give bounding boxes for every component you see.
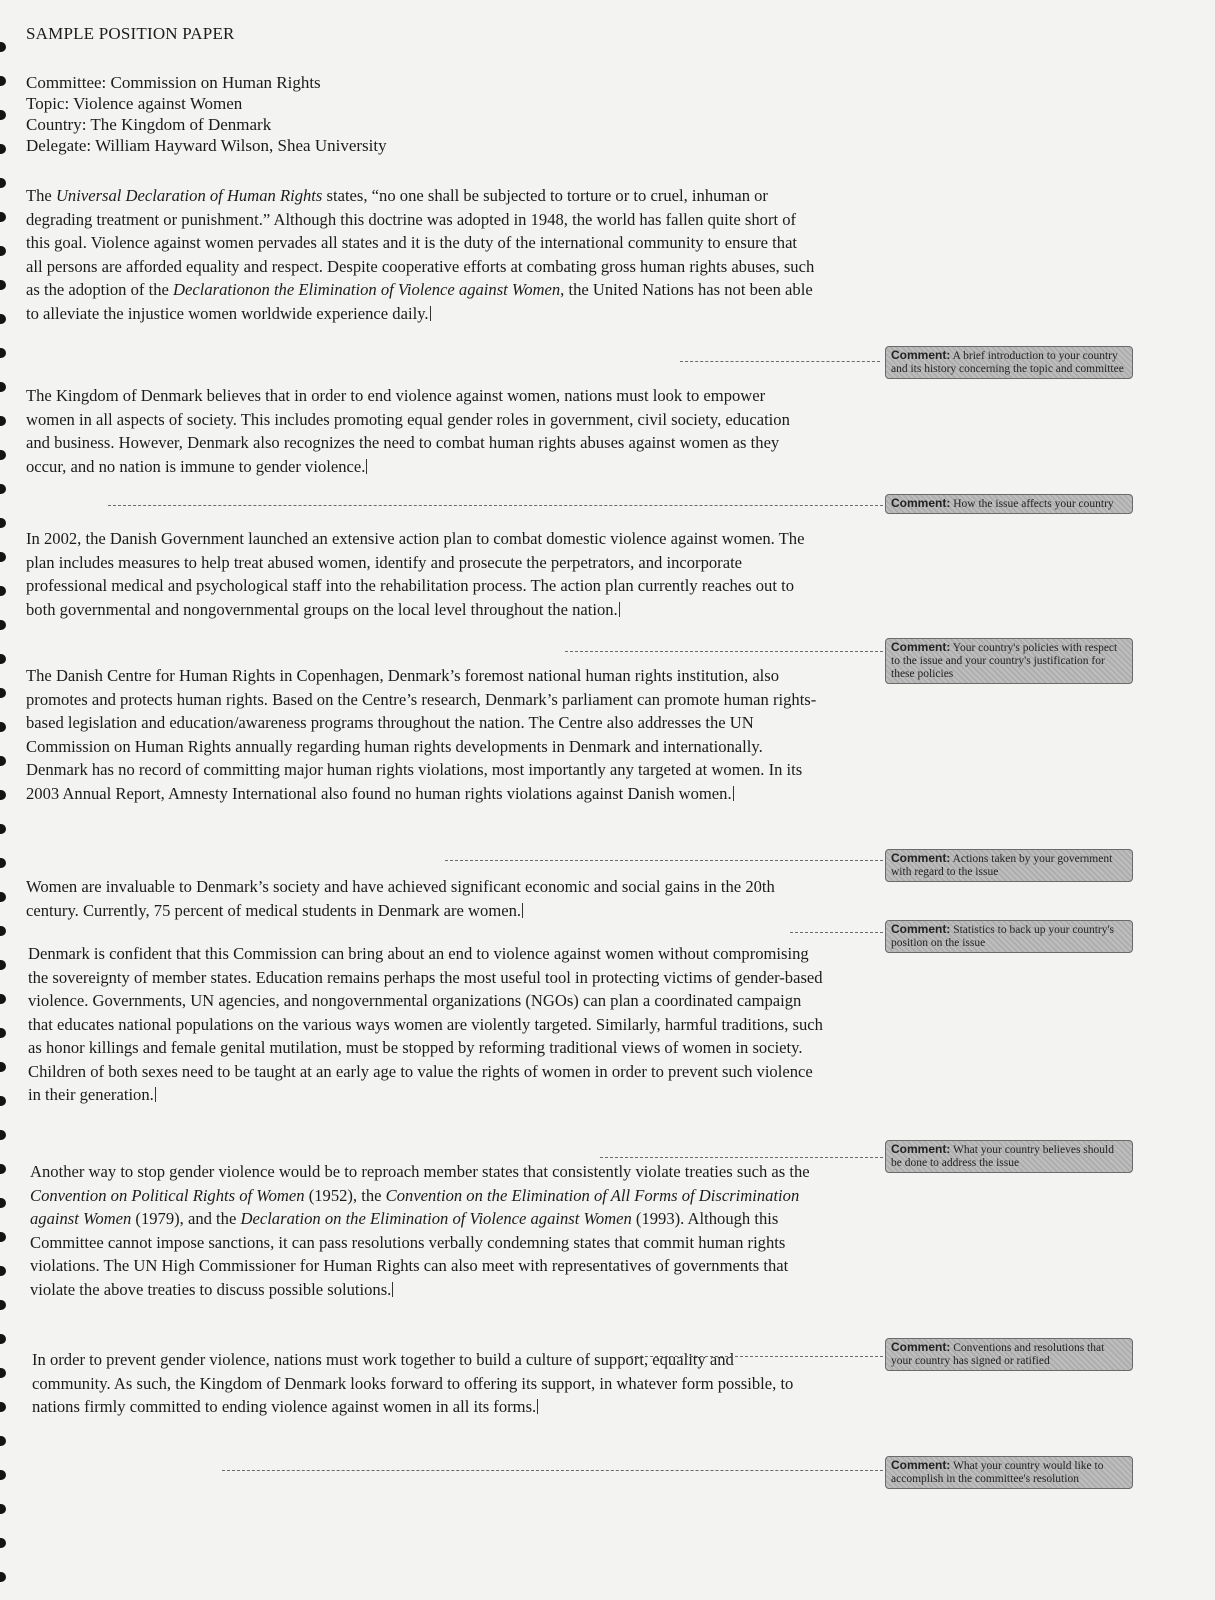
binder-hole xyxy=(0,1436,6,1446)
topic-line: Topic: Violence against Women xyxy=(26,94,243,113)
binder-hole xyxy=(0,1300,6,1310)
binder-hole xyxy=(0,756,6,766)
comment-label: Comment: xyxy=(891,496,951,510)
binder-hole xyxy=(0,1232,6,1242)
binder-hole xyxy=(0,76,6,86)
comment-anchor xyxy=(155,1087,156,1102)
binder-hole xyxy=(0,1062,6,1072)
paragraph-beliefs xyxy=(28,942,828,1107)
comment-label: Comment: xyxy=(891,348,951,362)
paragraph-impact xyxy=(26,384,816,478)
binder-hole xyxy=(0,892,6,902)
paragraph-treaties xyxy=(30,1160,830,1301)
comment-balloon-treaties[interactable] xyxy=(885,1338,1133,1371)
binder-holes xyxy=(0,0,12,1600)
comment-anchor xyxy=(392,1282,393,1297)
binder-hole xyxy=(0,314,6,324)
binder-hole xyxy=(0,790,6,800)
binder-hole xyxy=(0,484,6,494)
paragraph-conclusion xyxy=(32,1348,812,1419)
binder-hole xyxy=(0,858,6,868)
page-title: SAMPLE POSITION PAPER xyxy=(26,24,235,43)
p7-text-e: (1979), and the xyxy=(131,1209,241,1228)
p5-text: Women are invaluable to Denmark’s society and have achieved significant economic and social gains in the 20th century. Currently, 75 percent of medical students in Denmark are women. xyxy=(26,877,775,920)
comment-balloon-statistics[interactable] xyxy=(885,920,1133,953)
binder-hole xyxy=(0,144,6,154)
binder-hole xyxy=(0,926,6,936)
binder-hole xyxy=(0,110,6,120)
binder-hole xyxy=(0,1572,6,1582)
binder-hole xyxy=(0,178,6,188)
delegate-line: Delegate: William Hayward Wilson, Shea University xyxy=(26,136,387,155)
p7-text-a: Another way to stop gender violence would be to reproach member states that consistently violate treaties such as the xyxy=(30,1162,810,1181)
comment-text: Statistics to back up your country's position on the issue xyxy=(891,924,1115,949)
p1-italic-udhr: Universal Declaration of Human Rights xyxy=(55,186,323,205)
binder-hole xyxy=(0,654,6,664)
comment-label: Comment: xyxy=(891,1458,951,1472)
comment-anchor xyxy=(522,903,523,918)
comment-leader-line xyxy=(630,1356,883,1357)
binder-hole xyxy=(0,1164,6,1174)
binder-hole xyxy=(0,1198,6,1208)
comment-anchor xyxy=(430,306,431,321)
comment-text: Actions taken by your government with regard to the issue xyxy=(891,853,1113,878)
p7-italic-declaration: Declaration on the Elimination of Violence against Women xyxy=(240,1209,632,1228)
comment-balloon-introduction[interactable] xyxy=(885,346,1133,379)
comment-leader-line xyxy=(445,860,883,861)
binder-hole xyxy=(0,1402,6,1412)
binder-hole xyxy=(0,246,6,256)
binder-hole xyxy=(0,348,6,358)
p2-text: The Kingdom of Denmark believes that in order to end violence against women, nations must look to empower women in all aspects of society. This includes promoting equal gender roles in government, civil society, education and business. However, Denmark also recognizes the need to combat human rights abuses against women as they occur, and no nation is immune to gender violence. xyxy=(26,386,790,476)
p1-italic-declaration: Declarationon the Elimination of Violence against Women xyxy=(173,280,561,299)
binder-hole xyxy=(0,280,6,290)
p1-text-e: , the United Nations has not been able to alleviate the injustice women worldwide experience daily. xyxy=(26,280,813,323)
p8-text: In order to prevent gender violence, nations must work together to build a culture of support, equality and community. As such, the Kingdom of Denmark looks forward to offering its support, in whatever form possible, to nations firmly committed to ending violence against women in all its forms. xyxy=(32,1350,794,1416)
binder-hole xyxy=(0,450,6,460)
p6-text: Denmark is confident that this Commission can bring about an end to violence against women without compromising the sovereignty of member states. Education remains perhaps the most useful tool in protecting victims of gender-based violence. Governments, UN agencies, and nongovernmental organizations (NGOs) can plan a coordinated campaign that educates national populations on the various ways women are violently targeted. Similarly, harmful traditions, such as honor killings and female genital mutilation, must be stopped by reforming traditional views of women in society. Children of both sexes need to be taught at an early age to value the rights of women in order to prevent such violence in their generation. xyxy=(28,944,823,1104)
p7-text-c: (1952), the xyxy=(304,1185,386,1205)
comment-text: What your country would like to accomplish in the committee's resolution xyxy=(891,1460,1104,1485)
p4-text: The Danish Centre for Human Rights in Copenhagen, Denmark’s foremost national human rights institution, also promotes and protects human rights. Based on the Centre’s research, Denmark’s parliament can promote human rights-based legislation and education/awareness programs throughout the nation. The Centre also addresses the UN Commission on Human Rights annually regarding human rights developments in Denmark and internationally. Denmark has no record of committing major human rights violations, most importantly any targeted at women. In its 2003 Annual Report, Amnesty International also found no human rights violations against Danish women. xyxy=(26,666,817,803)
paper-header-info xyxy=(26,72,387,156)
p7-italic-cedaw: Convention on the Elimination of All Forms of Discrimination against Women xyxy=(30,1185,800,1228)
p1-text-a: The xyxy=(26,186,56,205)
comment-anchor xyxy=(733,786,734,801)
binder-hole xyxy=(0,688,6,698)
binder-hole xyxy=(0,1096,6,1106)
comment-label: Comment: xyxy=(891,1142,951,1156)
comment-leader-line xyxy=(222,1470,883,1471)
binder-hole xyxy=(0,212,6,222)
binder-hole xyxy=(0,960,6,970)
binder-hole xyxy=(0,1028,6,1038)
comment-leader-line xyxy=(108,505,883,506)
binder-hole xyxy=(0,382,6,392)
binder-hole xyxy=(0,1266,6,1276)
comment-text: A brief introduction to your country and its history concerning the topic and committee xyxy=(891,350,1124,375)
comment-anchor xyxy=(366,459,367,474)
comment-label: Comment: xyxy=(891,640,951,654)
binder-hole xyxy=(0,1334,6,1344)
p1-text-c: states, “no one shall be subjected to torture or to cruel, inhuman or degrading treatment or punishment.” Although this doctrine was adopted in 1948, the world has fallen quite short of this goal. Violence against women pervades all states and it is the duty of the international community to ensure that all persons are afforded equality and respect. Despite cooperative efforts at combating gross human rights abuses, such as the adoption of the xyxy=(26,186,815,299)
binder-hole xyxy=(0,586,6,596)
comment-label: Comment: xyxy=(891,851,951,865)
comment-leader-line xyxy=(600,1157,883,1158)
comment-anchor xyxy=(619,602,620,617)
committee-line: Committee: Commission on Human Rights xyxy=(26,73,321,92)
comment-leader-line xyxy=(680,361,880,362)
comment-balloon-policies[interactable] xyxy=(885,638,1133,684)
binder-hole xyxy=(0,1504,6,1514)
comment-balloon-resolution[interactable] xyxy=(885,1456,1133,1489)
comment-text: How the issue affects your country xyxy=(953,498,1114,510)
p7-italic-convention-political: Convention on Political Rights of Women xyxy=(30,1185,305,1205)
paragraph-policies xyxy=(26,527,816,621)
p7-text-g: (1993). Although this Committee cannot impose sanctions, it can pass resolutions verbally condemning states that commit human rights violations. The UN High Commissioner for Human Rights can also meet with representatives of governments that violate the above treaties to discuss possible solutions. xyxy=(30,1209,789,1299)
paragraph-statistics xyxy=(26,875,826,922)
comment-label: Comment: xyxy=(891,922,951,936)
binder-hole xyxy=(0,994,6,1004)
binder-hole xyxy=(0,824,6,834)
binder-hole xyxy=(0,1538,6,1548)
comment-leader-line xyxy=(565,651,883,652)
comment-balloon-beliefs[interactable] xyxy=(885,1140,1133,1173)
comment-label: Comment: xyxy=(891,1340,951,1354)
binder-hole xyxy=(0,518,6,528)
comment-anchor xyxy=(537,1399,538,1414)
binder-hole xyxy=(0,722,6,732)
country-line: Country: The Kingdom of Denmark xyxy=(26,115,272,134)
binder-hole xyxy=(0,42,6,52)
paragraph-introduction xyxy=(26,184,816,325)
comment-text: Conventions and resolutions that your country has signed or ratified xyxy=(891,1342,1105,1367)
binder-hole xyxy=(0,1130,6,1140)
binder-hole xyxy=(0,552,6,562)
binder-hole xyxy=(0,1470,6,1480)
binder-hole xyxy=(0,1368,6,1378)
binder-hole xyxy=(0,620,6,630)
binder-hole xyxy=(0,416,6,426)
comment-text: Your country's policies with respect to the issue and your country's justification for these policies xyxy=(891,642,1118,680)
paragraph-actions xyxy=(26,664,826,805)
p3-text: In 2002, the Danish Government launched an extensive action plan to combat domestic violence against women. The plan includes measures to help treat abused women, identify and prosecute the perpetrators, and incorporate professional medical and psychological staff into the rehabilitation process. The action plan currently reaches out to both governmental and nongovernmental groups on the local level throughout the nation. xyxy=(26,529,805,619)
comment-balloon-actions[interactable] xyxy=(885,849,1133,882)
comment-leader-line xyxy=(790,932,883,933)
comment-balloon-impact[interactable] xyxy=(885,494,1133,514)
comment-text: What your country believes should be done to address the issue xyxy=(891,1144,1114,1169)
